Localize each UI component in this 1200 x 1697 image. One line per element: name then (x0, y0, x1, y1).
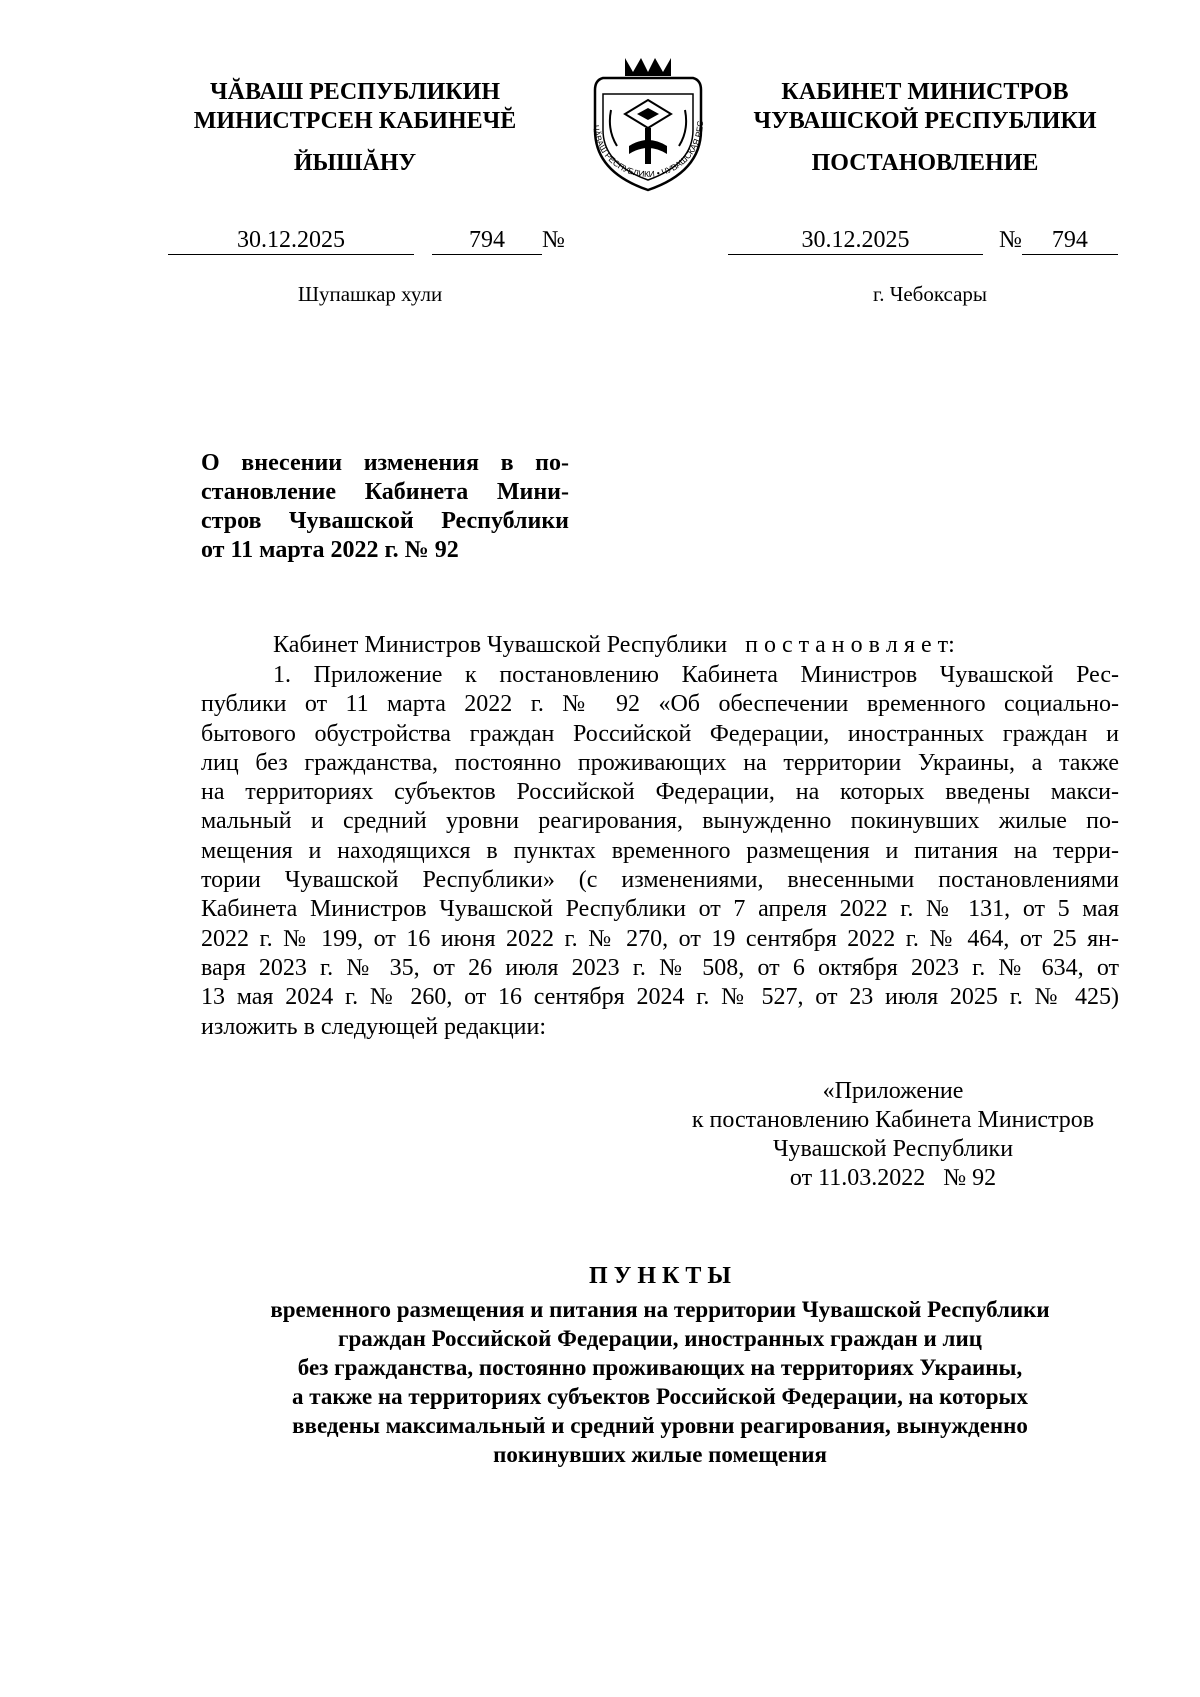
title-line: становление Кабинета Мини- (201, 479, 569, 505)
right-header (730, 78, 1120, 136)
caption-line: временного размещения и питания на территории Чувашской Республики (270, 1297, 1050, 1322)
caption-line: без гражданства, постоянно проживающих на территориях Украины, (297, 1355, 1023, 1380)
right-header-line1: КАБИНЕТ МИНИСТРОВ (781, 79, 1069, 105)
paragraph-line: изложить в следующей редакции: (201, 1013, 547, 1040)
left-number: 794 (432, 226, 542, 255)
paragraph-line: тории Чувашской Республики» (с изменениями, внесенными постановлениями (201, 867, 1119, 894)
right-header-line2: ЧУВАШСКОЙ РЕСПУБЛИКИ (753, 108, 1097, 134)
caption-block (200, 1295, 1120, 1469)
appendix-line: от 11.03.2022 № 92 (789, 1165, 997, 1191)
emblem-text: ЧĂВАШ РЕСПУБЛИКИ • ЧУВАШСКАЯ РЕС (591, 120, 706, 180)
paragraph-line: 13 мая 2024 г. № 260, от 16 сентября 2024 г. № 527, от 23 июля 2025 г. № 425) (201, 984, 1119, 1011)
right-date-number (728, 226, 1118, 255)
appendix-line: к постановлению Кабинета Министров (691, 1107, 1095, 1133)
paragraph-line: 1. Приложение к постановлению Кабинета Министров Чувашской Рес- (273, 662, 1119, 688)
right-number: 794 (1022, 226, 1118, 255)
left-date-number (168, 226, 565, 255)
paragraph-line: 2022 г. № 199, от 16 июня 2022 г. № 270, от 19 сентября 2022 г. № 464, от 25 ян- (201, 925, 1119, 952)
caption-line: введены максимальный и средний уровни реагирования, вынужденно (292, 1413, 1028, 1438)
paragraph-line: публики от 11 марта 2022 г. № 92 «Об обеспечении временного социально- (201, 691, 1119, 718)
right-doc-type: ПОСТАНОВЛЕНИЕ (811, 150, 1039, 176)
caption-line: граждан Российской Федерации, иностранных граждан и лиц (338, 1326, 982, 1351)
title-line: от 11 марта 2022 г. № 92 (201, 537, 459, 563)
left-doc-type: ЙЫШĂНУ (293, 150, 417, 176)
paragraph-line: на территориях субъектов Российской Федерации, на которых введены макси- (201, 779, 1119, 806)
main-paragraph (201, 661, 1119, 1042)
left-number-sign: № (542, 227, 565, 253)
left-date: 30.12.2025 (168, 226, 414, 255)
paragraph-line: лиц без гражданства, постоянно проживающих на территории Украины, а также (201, 749, 1119, 776)
paragraph-line: мещения и находящихся в пунктах временного размещения и питания на терри- (201, 837, 1119, 864)
right-city: г. Чебоксары (872, 282, 988, 306)
caption-line: покинувших жилые помещения (493, 1442, 827, 1467)
paragraph-line: Кабинета Министров Чувашской Республики от 7 апреля 2022 г. № 131, от 5 мая (201, 896, 1119, 923)
paragraph-line: варя 2023 г. № 35, от 26 июля 2023 г. № 508, от 6 октября 2023 г. № 634, от (201, 954, 1119, 981)
left-header (160, 78, 550, 136)
left-header-line2: МИНИСТРСЕН КАБИНЕЧĔ (193, 108, 517, 134)
left-city: Шупашкар хули (297, 282, 443, 306)
appendix-reference (668, 1077, 1118, 1193)
title-line: стров Чувашской Республики (201, 508, 569, 534)
caption-line: а также на территориях субъектов Российской Федерации, на которых (292, 1384, 1028, 1409)
intro-text: Кабинет Министров Чувашской Республики (273, 632, 728, 658)
caption-heading: П У Н К Т Ы (589, 1263, 731, 1289)
left-header-line1: ЧĂВАШ РЕСПУБЛИКИН (210, 79, 500, 105)
paragraph-line: бытового обустройства граждан Российской Федерации, иностранных граждан и (201, 720, 1119, 747)
appendix-line: Чувашской Республики (772, 1136, 1014, 1162)
intro-line (273, 632, 955, 659)
paragraph-line: мальный и средний уровни реагирования, вынужденно покинувших жилые по- (201, 808, 1119, 835)
intro-verb: п о с т а н о в л я е т: (745, 632, 955, 658)
coat-of-arms-emblem (573, 50, 723, 200)
appendix-line: «Приложение (822, 1078, 964, 1104)
title-line: О внесении изменения в по- (201, 450, 569, 476)
right-number-sign: № (999, 227, 1022, 253)
right-date: 30.12.2025 (728, 226, 983, 255)
document-title (201, 449, 569, 565)
